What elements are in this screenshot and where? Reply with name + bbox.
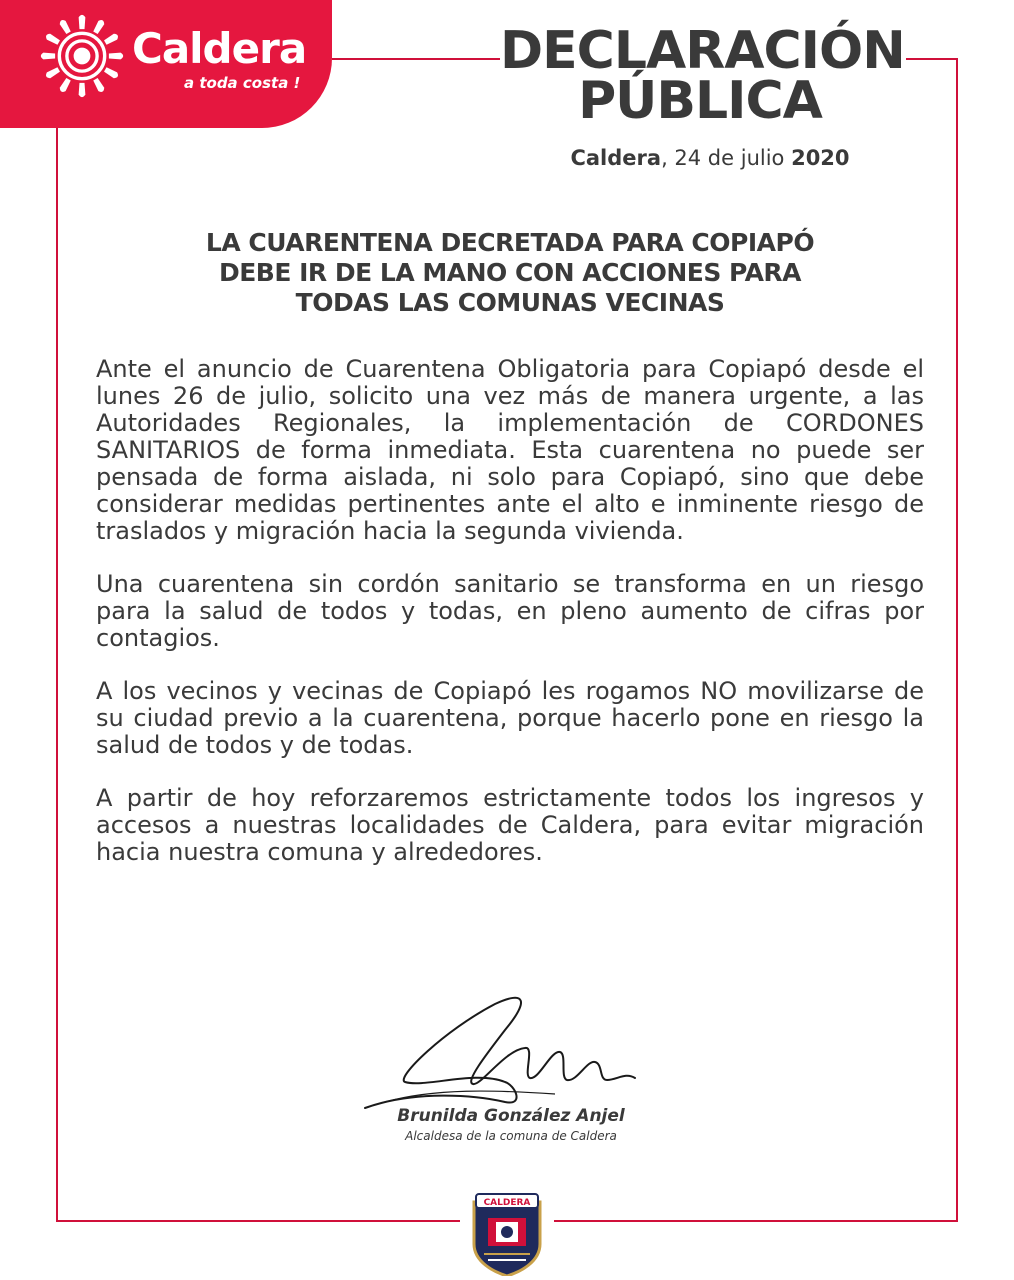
page-title-line-1: DECLARACIÓN	[500, 21, 905, 81]
signatory-name: Brunilda González Anjel	[397, 1106, 625, 1126]
frame-bottom-left	[56, 1220, 460, 1222]
paragraph-1: Ante el anuncio de Cuarentena Obligatoria para Copiapó desde el lunes 26 de julio, solicito una vez más de manera urgente, a las Autoridades Regionales, la implementación de CORDONES SANITARIOS de forma inmediata. Esta cuarentena no puede ser pensada de forma aislada, ni solo para Copiapó, sino que debe considerar medidas pertinentes ante el alto e inminente riesgo de traslados y migración hacia la segunda vivienda.	[96, 355, 924, 545]
headline-line-1: LA CUARENTENA DECRETADA PARA COPIAPÓ	[205, 228, 815, 257]
headline	[120, 228, 900, 318]
brand-tagline: a toda costa !	[184, 74, 301, 92]
date-day-month: , 24 de julio	[661, 146, 792, 170]
date-year: 2020	[791, 146, 850, 170]
crest-label: CALDERA	[483, 1198, 531, 1208]
headline-line-2: DEBE IR DE LA MANO CON ACCIONES PARA	[218, 258, 802, 287]
paragraph-4: A partir de hoy reforzaremos estrictamente todos los ingresos y accesos a nuestras localidades de Caldera, para evitar migración hacia nuestra comuna y alrededores.	[96, 784, 924, 866]
signatory-role: Alcaldesa de la comuna de Caldera	[405, 1129, 617, 1143]
page-title-line-2: PÚBLICA	[578, 71, 822, 131]
body-text	[96, 356, 924, 892]
brand-name: Caldera	[132, 24, 307, 73]
frame-right	[956, 58, 958, 1221]
paragraph-2: Una cuarentena sin cordón sanitario se transforma en un riesgo para la salud de todos y todas, en pleno aumento de cifras por contagios.	[96, 570, 924, 652]
frame-top-mid	[332, 58, 500, 60]
frame-bottom-right	[554, 1220, 958, 1222]
page-title	[500, 21, 905, 131]
municipal-crest-icon	[470, 1192, 544, 1276]
headline-line-3: TODAS LAS COMUNAS VECINAS	[295, 288, 725, 317]
date-place: Caldera	[570, 146, 662, 170]
frame-left	[56, 128, 58, 1221]
handwritten-signature	[355, 990, 645, 1120]
paragraph-3: A los vecinos y vecinas de Copiapó les rogamos NO movilizarse de su ciudad previo a la cuarentena, porque hacerlo pone en riesgo la salud de todos y de todas.	[96, 677, 924, 759]
frame-top-right	[906, 58, 958, 60]
sun-logo-icon	[40, 14, 124, 98]
brand-logo-tab	[0, 0, 332, 128]
date-line	[520, 146, 900, 170]
